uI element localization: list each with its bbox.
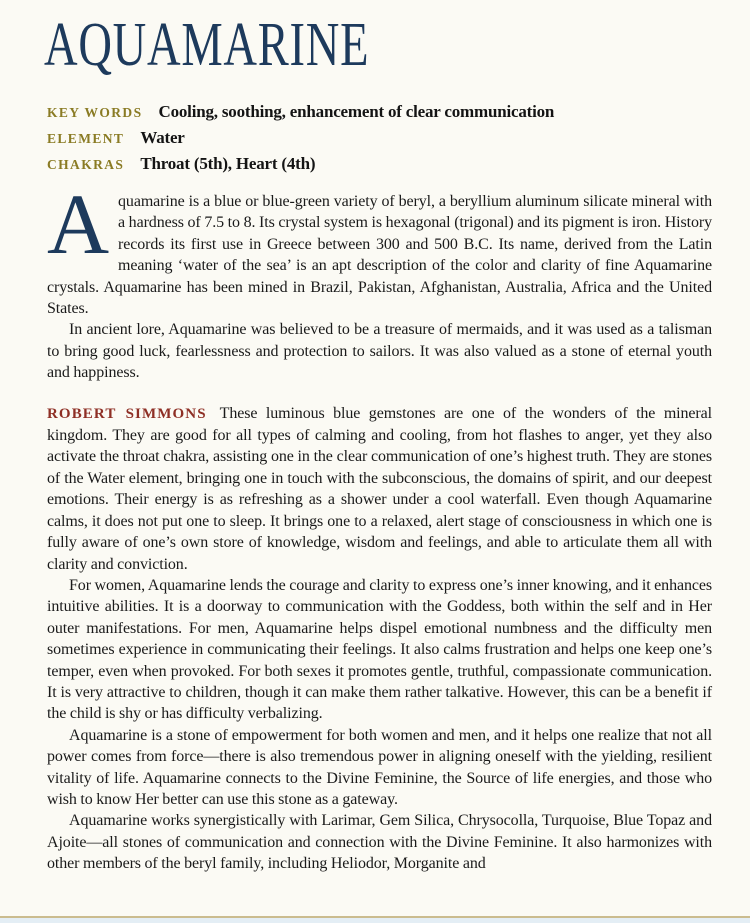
intro-paragraph-text: quamarine is a blue or blue-green variety of beryl, a beryllium aluminum silicate mineral with a hardness of 7.5 to 8. Its crystal system is hexagonal (trigonal) and its pigment is iron. History records its first use in Greece between 300 and 500 B.C. Its name, derived from the Latin meaning ‘water of the sea’ is an apt description of the color and clarity of fine Aquamarine crystals. Aquamarine has been mined in Brazil, Pakistan, Afghanistan, Australia, Africa and the United States. [47,193,712,318]
page-title: AQUAMARINE [44,11,370,79]
page-content [44,0,712,875]
property-value-key-words: Cooling, soothing, enhancement of clear communication [158,102,555,121]
property-row-chakras [47,155,712,174]
drop-cap: A [47,176,110,272]
property-label-key-words: KEY WORDS [47,105,143,120]
simmons-paragraph-4: Aquamarine works synergistically with Larimar, Gem Silica, Chrysocolla, Turquoise, Blue Topaz and Ajoite—all stones of communication and connection with the Divine Feminine. It also harmonizes with other members of the beryl family, including Heliodor, Morganite and [47,812,712,873]
property-row-element [47,129,712,148]
simmons-lead-paragraph [47,403,712,575]
body-text [47,176,712,875]
properties-block [47,103,712,174]
property-label-element: ELEMENT [47,131,125,146]
property-value-element: Water [140,128,185,147]
page-bottom-edge [0,916,750,923]
intro-paragraph [47,176,712,319]
author-label: ROBERT SIMMONS [47,405,207,422]
simmons-paragraph-3: Aquamarine is a stone of empowerment for both women and men, and it helps one realize that not all power comes from force—there is also tremendous power in aligning oneself with the yielding, resilient vitality of life. Aquamarine connects to the Divine Feminine, the Source of life energies, and those who wish to know Her better can use this stone as a gateway. [47,726,712,808]
intro-paragraph-2: In ancient lore, Aquamarine was believed to be a treasure of mermaids, and it was used as a talisman to bring good luck, fearlessness and protection to sailors. It was also valued as a stone of eternal youth and happiness. [47,321,712,382]
property-value-chakras: Throat (5th), Heart (4th) [140,154,316,173]
simmons-lead-text: These luminous blue gemstones are one of the wonders of the mineral kingdom. They are good for all types of calming and cooling, from hot flashes to anger, yet they also activate the throat chakra, assisting one in the clear communication of one’s highest truth. They are stones of the Water element, bringing one in touch with the subconscious, the domains of spirit, and our deepest emotions. Their energy is as refreshing as a shower under a cool waterfall. Even though Aquamarine calms, it does not put one to sleep. It brings one to a relaxed, alert stage of consciousness in which one is fully aware of one’s own store of knowledge, wisdom and feelings, and able to articulate them all with clarity and conviction. [47,404,712,573]
property-label-chakras: CHAKRAS [47,157,125,172]
property-row-key-words [47,103,712,122]
simmons-paragraph-2: For women, Aquamarine lends the courage and clarity to express one’s inner knowing, and it enhances intuitive abilities. It is a doorway to communication with the Goddess, both within the self and in Her outer manifestations. For men, Aquamarine helps dispel emotional numbness and the difficulty men sometimes experience in communicating their feelings. It also calms frustration and helps one keep one’s temper, even when provoked. For both sexes it promotes gentle, truthful, compassionate communication. It is very attractive to children, though it can make them rather talkative. However, this can be a benefit if the child is shy or has difficulty verbalizing. [47,576,712,723]
